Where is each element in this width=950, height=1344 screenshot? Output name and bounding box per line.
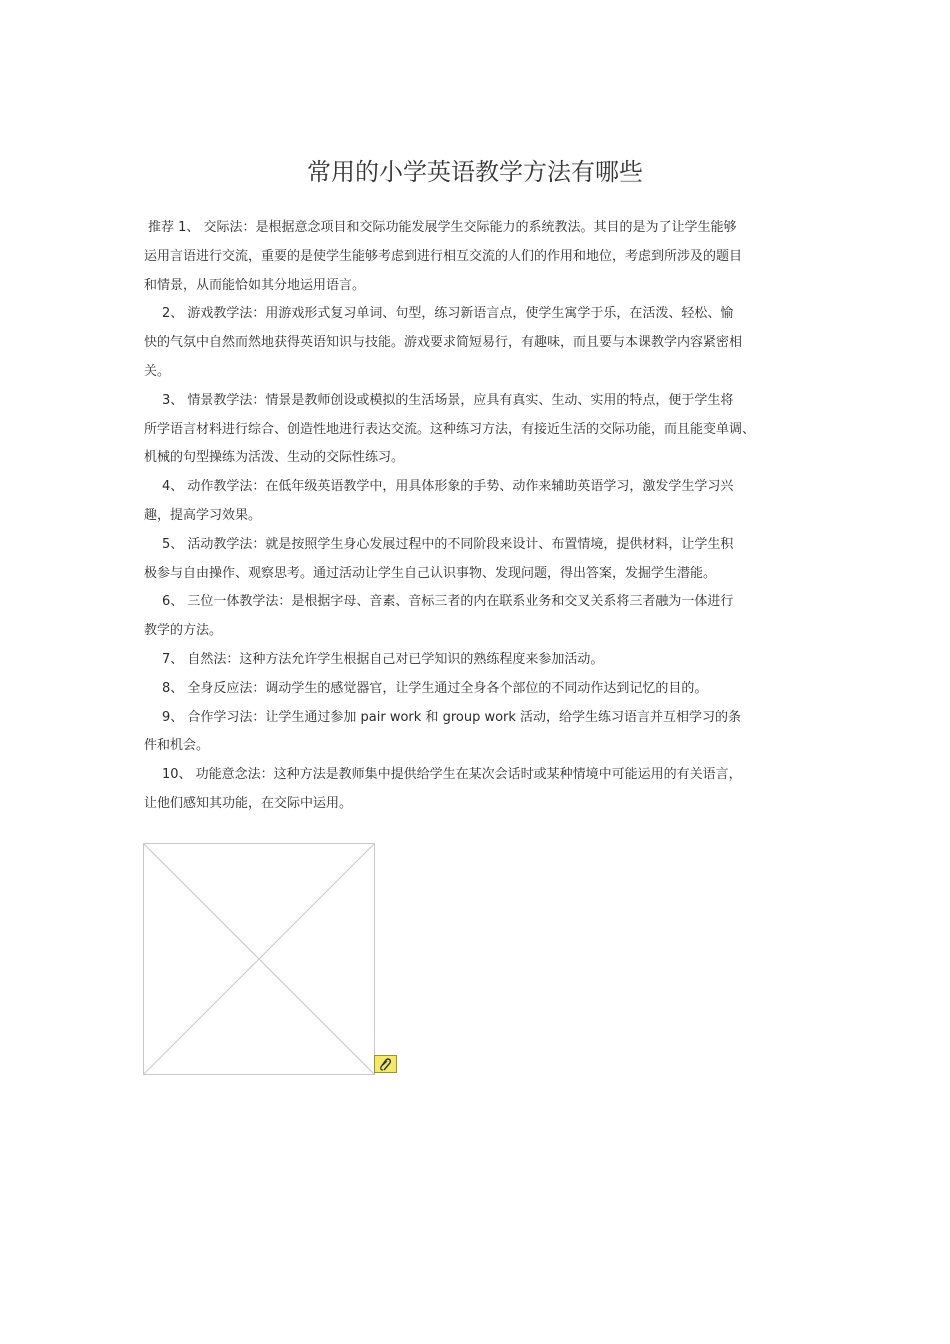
- paragraph-line: 8、 全身反应法：调动学生的感觉器官，让学生通过全身各个部位的不同动作达到记忆的目的。: [162, 680, 708, 696]
- paragraph-line: 和情景，从而能恰如其分地运用语言。: [144, 277, 366, 293]
- paragraph-line: 教学的方法。: [144, 623, 223, 639]
- paragraph-line: 快的气氛中自然而然地获得英语知识与技能。游戏要求简短易行，有趣味，而且要与本课教学内容紧密相: [144, 335, 743, 351]
- paragraph-line: 5、 活动教学法：就是按照学生身心发展过程中的不同阶段来设计、布置情境，提供材料，让学生积: [162, 536, 734, 552]
- paragraph-line: 9、 合作学习法：让学生通过参加 pair work 和 group work 活动，给学生练习语言并互相学习的条: [162, 709, 742, 725]
- paragraph-line: 运用言语进行交流，重要的是使学生能够考虑到进行相互交流的人们的作用和地位，考虑到所涉及的题目: [144, 248, 743, 264]
- paragraph-line: 推荐 1、 交际法：是根据意念项目和交际功能发展学生交际能力的系统教法。其目的是为了让学生能够: [148, 220, 737, 235]
- broken-image-icon: [143, 843, 375, 1075]
- document-body: [144, 214, 816, 819]
- document-title: 常用的小学英语教学方法有哪些: [307, 158, 643, 186]
- paragraph-line: 件和机会。: [144, 738, 210, 754]
- paragraph-line: 关。: [144, 363, 171, 379]
- paragraph-line: 机械的句型操练为活泼、生动的交际性练习。: [144, 450, 405, 466]
- paragraph-line: 3、 情景教学法：情景是教师创设或模拟的生活场景，应具有真实、生动、实用的特点，便于学生将: [162, 392, 734, 408]
- paragraph-line: 所学语言材料进行综合、创造性地进行表达交流。这种练习方法，有接近生活的交际功能，而且能变单调、: [144, 421, 756, 437]
- link-icon[interactable]: [374, 1055, 397, 1073]
- paragraph-line: 10、 功能意念法：这种方法是教师集中提供给学生在某次会话时或某种情境中可能运用的有关语言，: [162, 767, 742, 783]
- paragraph-line: 极参与自由操作、观察思考。通过活动让学生自己认识事物、发现问题，得出答案，发掘学生潜能。: [144, 565, 717, 581]
- paragraph-line: 6、 三位一体教学法：是根据字母、音素、音标三者的内在联系业务和交叉关系将三者融为一体进行: [162, 594, 734, 610]
- paragraph-line: 2、 游戏教学法：用游戏形式复习单词、句型，练习新语言点，使学生寓学于乐，在活泼、轻松、愉: [162, 306, 734, 322]
- paragraph-line: 7、 自然法：这种方法允许学生根据自己对已学知识的熟练程度来参加活动。: [162, 651, 604, 667]
- paragraph-line: 让他们感知其功能，在交际中运用。: [144, 795, 353, 811]
- paragraph-line: 4、 动作教学法：在低年级英语教学中，用具体形象的手势、动作来辅助英语学习，激发学生学习兴: [162, 479, 734, 495]
- paragraph-line: 趣，提高学习效果。: [144, 507, 262, 523]
